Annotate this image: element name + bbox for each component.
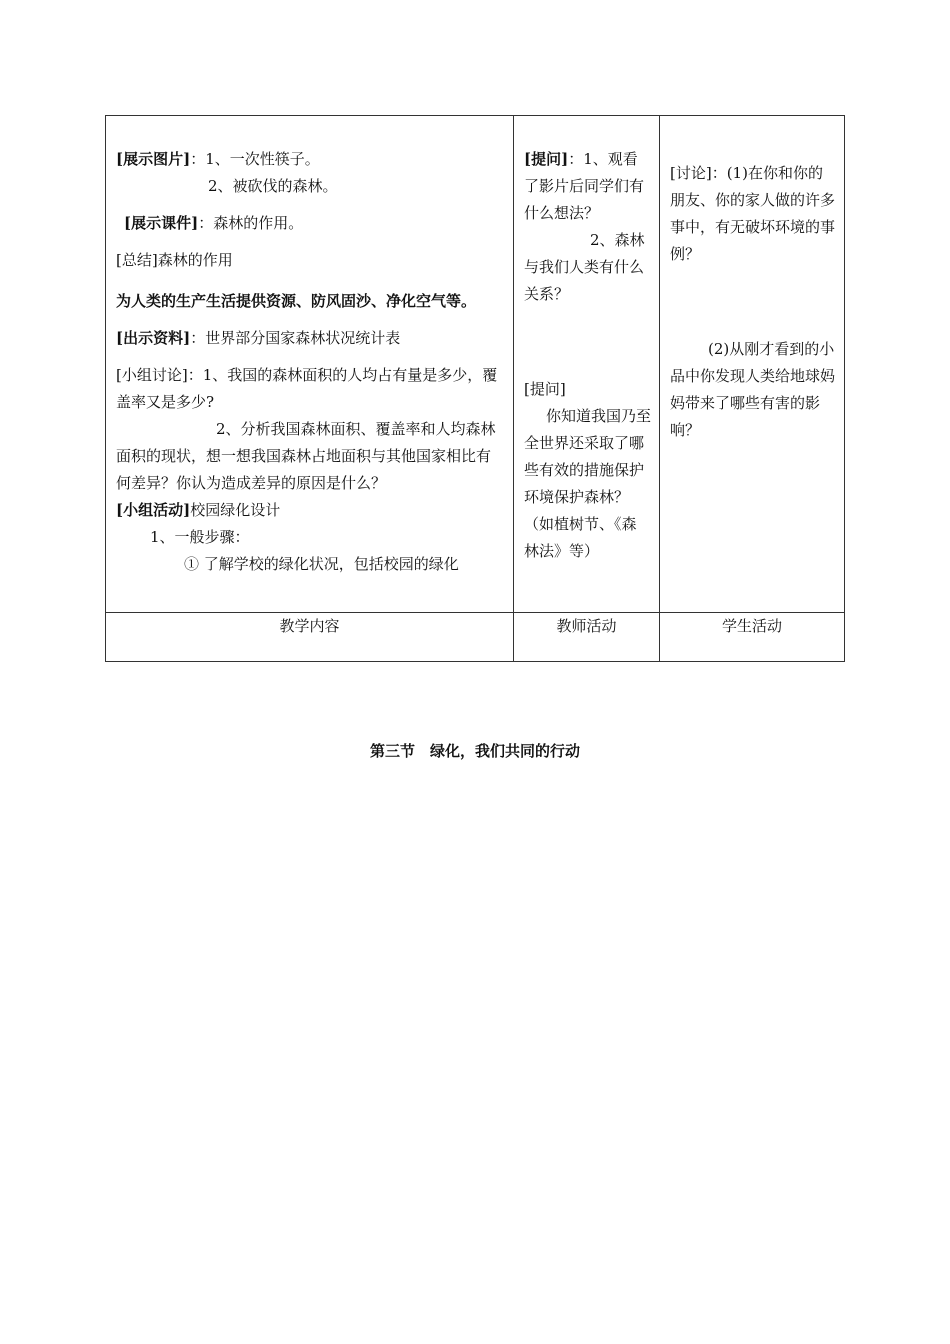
summary-line bbox=[116, 247, 505, 274]
show-material-tag: [出示资料] bbox=[116, 329, 191, 347]
group-discussion-item2: 2、分析我国森林面积、覆盖率和人均森林面积的现状，想一想我国森林占地面积与其他国家相比有何差异？你认为造成差异的原因是什么？ bbox=[116, 420, 496, 492]
group-activity-text: 校园绿化设计 bbox=[190, 501, 281, 519]
header-student-activity: 学生活动 bbox=[660, 613, 845, 662]
group-activity-line bbox=[116, 497, 505, 524]
header-row bbox=[106, 613, 845, 662]
header-teaching-content: 教学内容 bbox=[106, 613, 514, 662]
question1-text: ：1、观看了影片后同学们有什么想法？ bbox=[524, 150, 645, 222]
question3-text: 你知道我国乃至全世界还采取了哪些有效的措施保护环境保护森林？（如植树节、《森林法》等） bbox=[524, 407, 652, 560]
step1-line: ① 了解学校的绿化状况，包括校园的绿化 bbox=[184, 555, 459, 573]
show-material-text: ：世界部分国家森林状况统计表 bbox=[190, 329, 401, 347]
show-courseware-line bbox=[116, 210, 505, 237]
group-activity-tag: [小组活动] bbox=[116, 501, 191, 519]
show-pictures-line bbox=[116, 146, 505, 173]
teacher-activity-cell bbox=[514, 116, 660, 613]
general-steps-line: 1、一般步骤： bbox=[150, 528, 250, 546]
show-pictures-text: ：1、一次性筷子。 bbox=[190, 150, 320, 168]
show-material-line bbox=[116, 325, 505, 352]
content-row bbox=[106, 116, 845, 613]
show-courseware-text: ：森林的作用。 bbox=[198, 214, 304, 232]
question1-block bbox=[524, 146, 651, 227]
show-pictures-tag: [展示图片] bbox=[116, 150, 191, 168]
question3-tag: [提问] bbox=[524, 380, 566, 398]
discussion2-text: (2)从刚才看到的小品中你发现人类给地球妈妈带来了哪些有害的影响？ bbox=[670, 340, 836, 439]
header-teacher-activity: 教师活动 bbox=[514, 613, 660, 662]
summary-text: [总结]森林的作用 bbox=[116, 251, 233, 269]
discussion1-text: [讨论]：(1)在你和你的朋友、你的家人做的许多事中，有无破坏环境的事例？ bbox=[670, 164, 836, 263]
section-title: 第三节 绿化，我们共同的行动 bbox=[369, 742, 580, 760]
lesson-plan-table bbox=[105, 115, 845, 662]
student-activity-cell bbox=[660, 116, 845, 613]
show-courseware-tag: [展示课件] bbox=[124, 214, 199, 232]
question1-tag: [提问] bbox=[524, 150, 569, 168]
group-discussion-text: [小组讨论]：1、我国的森林面积的人均占有量是多少，覆盖率又是多少? bbox=[116, 366, 498, 411]
teaching-content-cell bbox=[106, 116, 514, 613]
show-pictures-item2-text: 2、被砍伐的森林。 bbox=[208, 177, 338, 195]
summary-bold-text: 为人类的生产生活提供资源、防风固沙、净化空气等。 bbox=[116, 292, 477, 310]
question2-text: 2、森林与我们人类有什么关系？ bbox=[524, 231, 645, 303]
show-pictures-item2 bbox=[116, 173, 505, 200]
